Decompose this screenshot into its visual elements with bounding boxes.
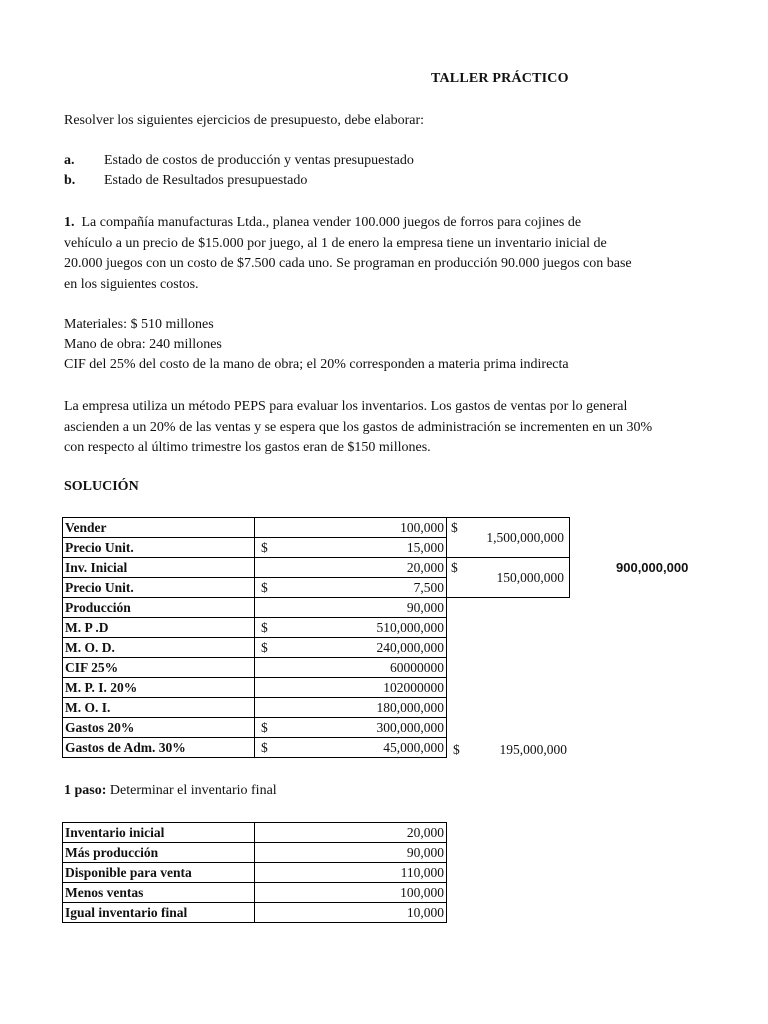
row-label: Menos ventas xyxy=(63,883,255,903)
step-text: Determinar el inventario final xyxy=(109,783,277,798)
task-item-a xyxy=(64,153,414,169)
solution-heading: SOLUCIÓN xyxy=(64,479,139,494)
table-row xyxy=(63,618,570,638)
table-row xyxy=(63,638,570,658)
task-text: Estado de Resultados presupuestado xyxy=(104,173,308,188)
row-label: Gastos de Adm. 30% xyxy=(63,738,255,758)
exercise-line: 20.000 juegos con un costo de $7.500 cada uno. Se programan en producción 90.000 juegos con base xyxy=(64,256,632,272)
adm-total-value: 195,000,000 xyxy=(499,742,567,757)
exercise-line: vehículo a un precio de $15.000 por juego, al 1 de enero la empresa tiene un inventario inicial de xyxy=(64,235,607,251)
exercise-number: 1. xyxy=(64,215,75,230)
row-label: Gastos 20% xyxy=(63,718,255,738)
table-row xyxy=(63,738,570,758)
merged-total-value: 150,000,000 xyxy=(496,570,564,585)
table-row xyxy=(63,598,570,618)
row-label: M. P .D xyxy=(63,618,255,638)
intro-text: Resolver los siguientes ejercicios de presupuesto, debe elaborar: xyxy=(64,113,424,128)
row-value: 110,000 xyxy=(255,863,447,883)
table-row xyxy=(63,558,570,578)
task-text: Estado de costos de producción y ventas presupuestado xyxy=(104,153,414,168)
row-value-cell xyxy=(255,738,447,758)
exercise-line: en los siguientes costos. xyxy=(64,276,199,292)
row-value: 20,000 xyxy=(406,560,444,575)
row-label: Vender xyxy=(63,518,255,538)
row-label: Disponible para venta xyxy=(63,863,255,883)
paragraph-line: La empresa utiliza un método PEPS para evaluar los inventarios. Los gastos de ventas por lo general xyxy=(64,399,628,414)
document-title: TALLER PRÁCTICO xyxy=(431,71,569,86)
row-value: 240,000,000 xyxy=(376,640,444,655)
row-label: M. P. I. 20% xyxy=(63,678,255,698)
cost-line: CIF del 25% del costo de la mano de obra; el 20% corresponden a materia prima indirecta xyxy=(64,357,569,372)
row-value-cell xyxy=(255,618,447,638)
row-label: Precio Unit. xyxy=(63,538,255,558)
merged-total-value: 1,500,000,000 xyxy=(486,530,564,545)
row-value: 180,000,000 xyxy=(376,700,444,715)
row-label: Producción xyxy=(63,598,255,618)
row-label: CIF 25% xyxy=(63,658,255,678)
table-row xyxy=(63,903,447,923)
row-label: Inv. Inicial xyxy=(63,558,255,578)
merged-total-cell xyxy=(447,518,570,558)
row-value-cell xyxy=(255,638,447,658)
row-label: Más producción xyxy=(63,843,255,863)
currency-symbol: $ xyxy=(261,580,268,595)
table-row xyxy=(63,863,447,883)
table-row xyxy=(63,678,570,698)
row-value: 15,000 xyxy=(406,540,444,555)
currency-symbol: $ xyxy=(261,540,268,555)
row-value-cell xyxy=(255,698,447,718)
row-label: Inventario inicial xyxy=(63,823,255,843)
currency-symbol: $ xyxy=(261,620,268,635)
method-paragraph xyxy=(64,397,652,459)
exercise-paragraph xyxy=(64,213,632,295)
row-value: 300,000,000 xyxy=(376,720,444,735)
row-value: 90,000 xyxy=(406,600,444,615)
currency-symbol: $ xyxy=(451,560,458,575)
row-value-cell xyxy=(255,598,447,618)
currency-symbol: $ xyxy=(261,640,268,655)
currency-symbol: $ xyxy=(453,742,460,757)
row-value: 10,000 xyxy=(255,903,447,923)
table-row xyxy=(63,883,447,903)
row-value-cell xyxy=(255,578,447,598)
table-row xyxy=(63,823,447,843)
costs-list xyxy=(64,315,569,375)
cost-line: Materiales: $ 510 millones xyxy=(64,317,214,332)
table-row xyxy=(63,658,570,678)
paragraph-line: con respecto al último trimestre los gastos eran de $150 millones. xyxy=(64,440,431,456)
row-value-cell xyxy=(255,718,447,738)
currency-symbol: $ xyxy=(261,720,268,735)
task-item-b xyxy=(64,173,307,189)
row-value: 510,000,000 xyxy=(376,620,444,635)
row-label: Precio Unit. xyxy=(63,578,255,598)
task-key: b. xyxy=(64,173,76,188)
row-label: Igual inventario final xyxy=(63,903,255,923)
paragraph-line: ascienden a un 20% de las ventas y se espera que los gastos de administración se incrementen en un 30% xyxy=(64,419,653,435)
step-heading xyxy=(64,783,277,799)
merged-total-cell xyxy=(447,558,570,598)
row-value-cell xyxy=(255,678,447,698)
step-label: 1 paso: xyxy=(64,783,107,798)
budget-table xyxy=(62,517,570,758)
row-value-cell xyxy=(255,658,447,678)
table-row xyxy=(63,843,447,863)
row-value-cell xyxy=(255,518,447,538)
table-row xyxy=(63,718,570,738)
row-value: 7,500 xyxy=(413,580,444,595)
task-key: a. xyxy=(64,153,75,168)
side-total: 900,000,000 xyxy=(616,560,689,575)
table-row xyxy=(63,518,570,538)
row-label: M. O. I. xyxy=(63,698,255,718)
cost-line: Mano de obra: 240 millones xyxy=(64,337,222,352)
row-value: 100,000 xyxy=(400,520,444,535)
row-value-cell xyxy=(255,558,447,578)
row-value: 45,000,000 xyxy=(383,740,444,755)
row-value: 102000000 xyxy=(383,680,444,695)
inventory-table xyxy=(62,822,447,923)
row-value-cell xyxy=(255,538,447,558)
row-value: 90,000 xyxy=(255,843,447,863)
row-value: 100,000 xyxy=(255,883,447,903)
row-value: 60000000 xyxy=(390,660,444,675)
row-value: 20,000 xyxy=(255,823,447,843)
currency-symbol: $ xyxy=(261,740,268,755)
table-row xyxy=(63,698,570,718)
currency-symbol: $ xyxy=(451,520,458,535)
row-label: M. O. D. xyxy=(63,638,255,658)
exercise-line: La compañía manufacturas Ltda., planea vender 100.000 juegos de forros para cojines de xyxy=(81,215,582,230)
